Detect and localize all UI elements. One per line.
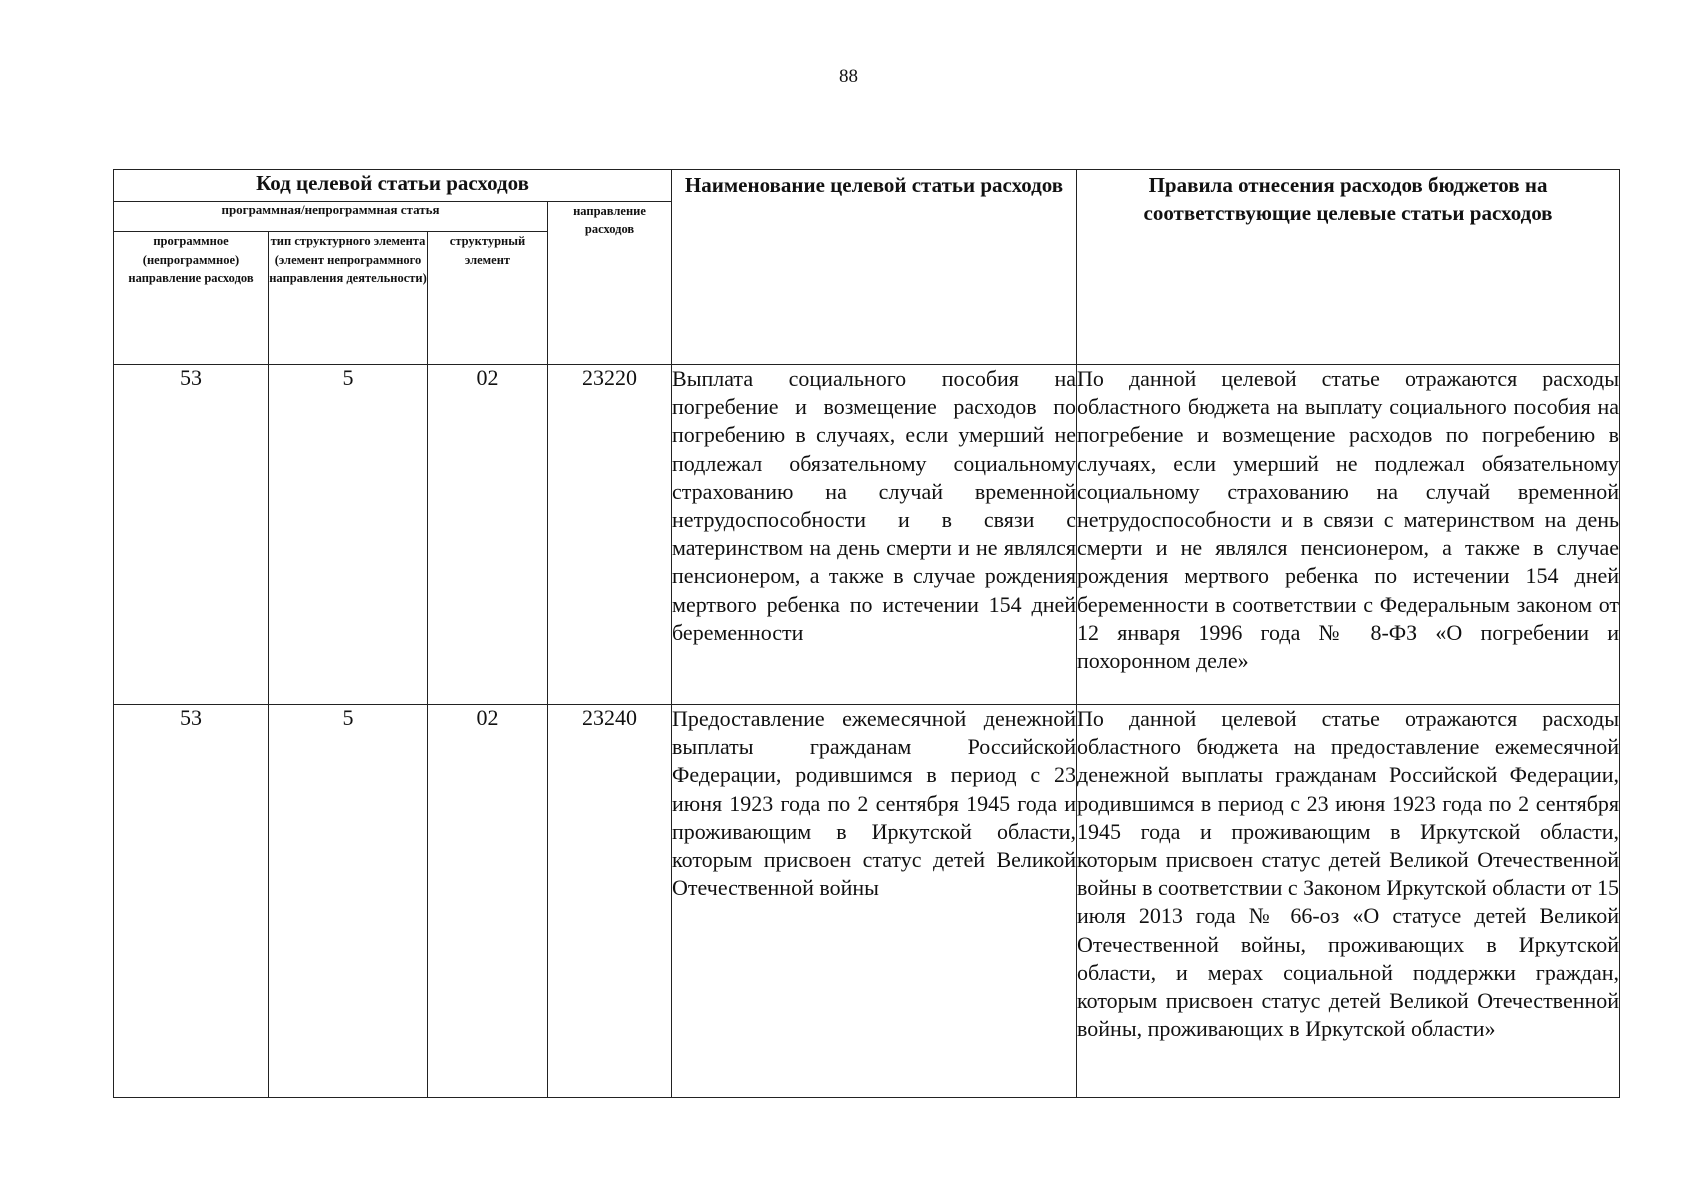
table-row: [114, 705, 1620, 1098]
header-article-name: Наименование целевой статьи расходов: [672, 170, 1077, 365]
article-name-cell: Предоставление ежемесячной денежной выплаты гражданам Российской Федерации, родившимся в период с 23 июня 1923 года по 2 сентября 1945 года и проживающим в Иркутской области, которым присвоен статус детей Великой Отечественной войны: [672, 705, 1077, 1098]
header-program-direction: программное (непрограммное) направление расходов: [114, 232, 269, 365]
program-code-cell: 53: [114, 365, 269, 705]
header-structural-type: тип структурного элемента (элемент непрограммного направления деятельности): [269, 232, 428, 365]
header-rules: Правила отнесения расходов бюджетов на соответствующие целевые статьи расходов: [1077, 170, 1620, 365]
program-code-cell: 53: [114, 705, 269, 1098]
structural-type-cell: 5: [269, 705, 428, 1098]
header-direction: направление расходов: [548, 202, 672, 365]
header-row-1: [114, 170, 1620, 202]
article-rule-cell: По данной целевой статье отражаются расходы областного бюджета на предоставление ежемесячной денежной выплаты гражданам Российской Федерации, родившимся в период с 23 июня 1923 года по 2 сентября 1945 года и проживающим в Иркутской области, которым присвоен статус детей Великой Отечественной войны в соответствии с Законом Иркутской области от 15 июля 2013 года № 66-оз «О статусе детей Великой Отечественной войны, проживающих в Иркутской области, и мерах социальной поддержки граждан, которым присвоен статус детей Великой Отечественной войны, проживающих в Иркутской области»: [1077, 705, 1620, 1098]
structural-element-cell: 02: [428, 365, 548, 705]
page-number: 88: [839, 66, 858, 87]
table-row: [114, 365, 1620, 705]
structural-element-cell: 02: [428, 705, 548, 1098]
direction-code-cell: 23220: [548, 365, 672, 705]
structural-type-cell: 5: [269, 365, 428, 705]
header-code-title: Код целевой статьи расходов: [114, 170, 672, 202]
header-program-article: программная/непрограммная статья: [114, 202, 548, 232]
target-articles-table: [113, 169, 1620, 1098]
header-structural-element: структурный элемент: [428, 232, 548, 365]
article-name-cell: Выплата социального пособия на погребение и возмещение расходов по погребению в случаях, если умерший не подлежал обязательному социальному страхованию на случай временной нетрудоспособности и в связи с материнством на день смерти и не являлся пенсионером, а также в случае рождения мертвого ребенка по истечении 154 дней беременности: [672, 365, 1077, 705]
direction-code-cell: 23240: [548, 705, 672, 1098]
article-rule-cell: По данной целевой статье отражаются расходы областного бюджета на выплату социального пособия на погребение и возмещение расходов по погребению в случаях, если умерший не подлежал обязательному социальному страхованию на случай временной нетрудоспособности и в связи с материнством на день смерти и не являлся пенсионером, а также в случае рождения мертвого ребенка по истечении 154 дней беременности в соответствии с Федеральным законом от 12 января 1996 года № 8-ФЗ «О погребении и похоронном деле»: [1077, 365, 1620, 705]
